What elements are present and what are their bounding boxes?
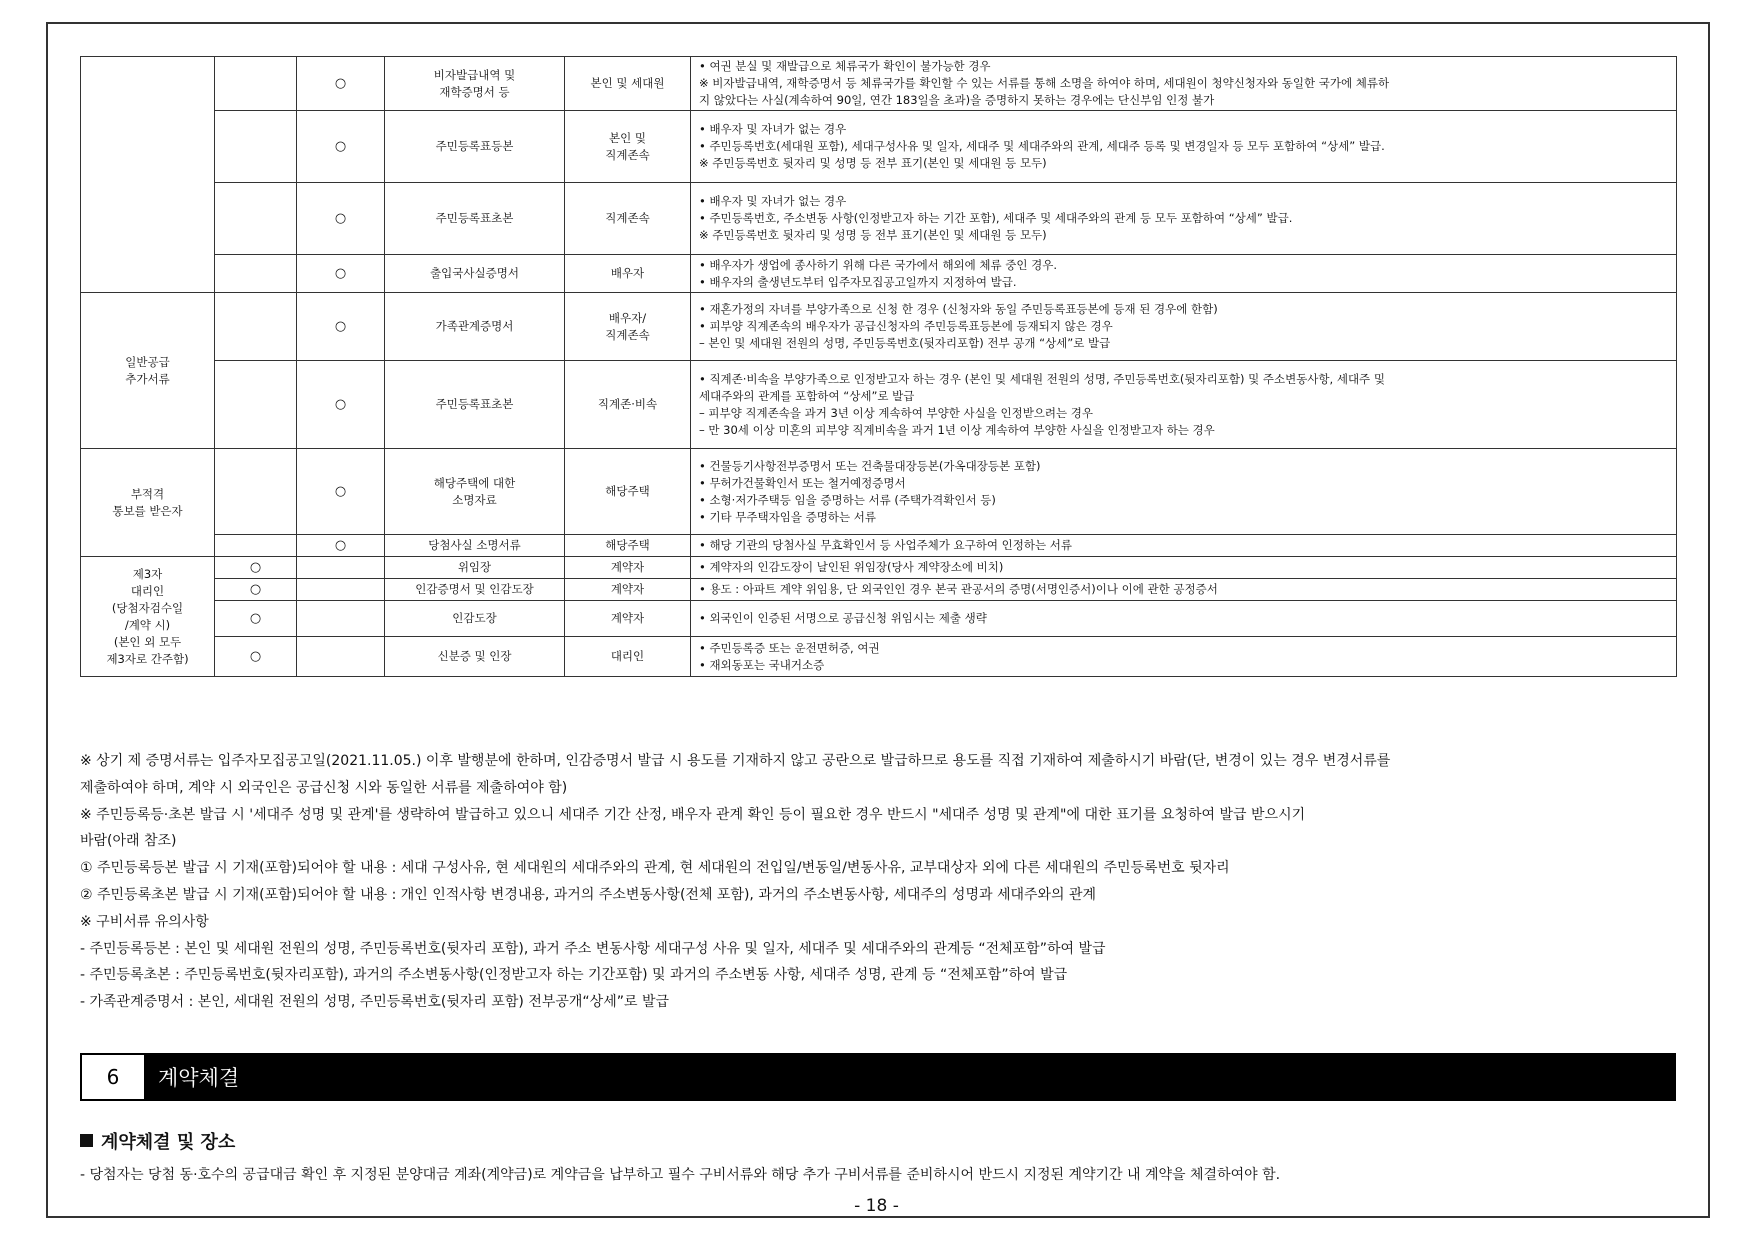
cell-line: ※ 주민등록번호 뒷자리 및 성명 등 전부 표기(본인 및 세대원 등 모두) bbox=[699, 228, 1047, 242]
required-mark-cell bbox=[215, 535, 297, 557]
note-line: - 주민등록등본 : 본인 및 세대원 전원의 성명, 주민등록번호(뒷자리 포함), 과거 주소 변동사항 세대구성 사유 및 일자, 세대주 및 세대주와의 관계등 “전체포함”하여 발급 bbox=[80, 940, 1106, 957]
optional-mark-cell: ○ bbox=[297, 57, 385, 111]
optional-mark-cell bbox=[297, 601, 385, 637]
required-mark-cell: ○ bbox=[215, 579, 297, 601]
optional-mark-cell: ○ bbox=[297, 255, 385, 293]
document-name-cell bbox=[385, 535, 565, 557]
target-cell bbox=[565, 255, 691, 293]
description-cell bbox=[691, 183, 1677, 255]
section-header bbox=[80, 1053, 1676, 1101]
required-mark-cell bbox=[215, 57, 297, 111]
cell-line: 주민등록표등본 bbox=[435, 139, 514, 153]
cell-line: – 피부양 직계존속을 과거 3년 이상 계속하여 부양한 사실을 인정받으려는 경우 bbox=[699, 405, 1093, 420]
description-cell bbox=[691, 579, 1677, 601]
group-cell bbox=[81, 449, 215, 557]
cell-line: • 여권 분실 및 재발급으로 체류국가 확인이 불가능한 경우 bbox=[699, 59, 991, 73]
cell-line: 직계존속 bbox=[605, 327, 650, 342]
cell-line: – 만 30세 이상 미혼의 피부양 직계비속을 과거 1년 이상 계속하여 부양한 사실을 인정받고자 하는 경우 bbox=[699, 422, 1215, 437]
cell-line: • 재혼가정의 자녀를 부양가족으로 신청 한 경우 (신청자와 동일 주민등록표등본에 등재 된 경우에 한함) bbox=[699, 302, 1218, 316]
cell-line: • 주민등록증 또는 운전면허증, 여권 bbox=[699, 640, 880, 655]
optional-mark-cell: ○ bbox=[297, 183, 385, 255]
cell-line: • 재외동포는 국내거소증 bbox=[699, 657, 825, 672]
cell-line: • 배우자 및 자녀가 없는 경우 bbox=[699, 122, 847, 136]
cell-line: 해당주택에 대한 bbox=[433, 475, 516, 490]
table-row bbox=[81, 601, 1677, 637]
cell-line: 위임장 bbox=[457, 560, 492, 574]
document-name-cell bbox=[385, 183, 565, 255]
optional-mark-cell bbox=[297, 579, 385, 601]
target-cell bbox=[565, 361, 691, 449]
cell-line: 직계존·비속 bbox=[597, 397, 658, 411]
cell-line: 직계존속 bbox=[605, 147, 650, 162]
note-line: 제출하여야 하며, 계약 시 외국인은 공급신청 시와 동일한 서류를 제출하여야 함) bbox=[80, 779, 568, 796]
cell-line: • 배우자의 출생년도부터 입주자모집공고일까지 지정하여 발급. bbox=[699, 274, 1017, 289]
table-row bbox=[81, 111, 1677, 183]
cell-line: • 해당 기관의 당첨사실 무효확인서 등 사업주체가 요구하여 인정하는 서류 bbox=[699, 538, 1072, 552]
cell-line: • 배우자가 생업에 종사하기 위해 다른 국가에서 해외에 체류 중인 경우. bbox=[699, 257, 1058, 272]
document-name-cell bbox=[385, 111, 565, 183]
cell-line: • 기타 무주택자임을 증명하는 서류 bbox=[699, 509, 876, 524]
section-number: 6 bbox=[82, 1055, 144, 1099]
note-line: ※ 구비서류 유의사항 bbox=[80, 913, 209, 930]
cell-line: 세대주와의 관계를 포함하여 “상세”로 발급 bbox=[699, 388, 915, 403]
table-row bbox=[81, 57, 1677, 111]
document-name-cell bbox=[385, 361, 565, 449]
cell-line: 비자발급내역 및 bbox=[433, 67, 516, 82]
required-mark-cell bbox=[215, 255, 297, 293]
cell-line: • 주민등록번호, 주소변동 사항(인정받고자 하는 기간 포함), 세대주 및 세대주와의 관계 등 모두 포함하여 “상세” 발급. bbox=[699, 211, 1293, 225]
group-cell bbox=[81, 57, 215, 293]
note-line: ※ 상기 제 증명서류는 입주자모집공고일(2021.11.05.) 이후 발행분에 한하며, 인감증명서 발급 시 용도를 기재하지 않고 공란으로 발급하므로 용도를 직접 기재하여 제출하시기 바람(단, 변경이 있는 경우 변경서류를 bbox=[80, 753, 1391, 769]
optional-mark-cell bbox=[297, 557, 385, 579]
target-cell bbox=[565, 111, 691, 183]
description-cell bbox=[691, 293, 1677, 361]
cell-line: • 무허가건물확인서 또는 철거예정증명서 bbox=[699, 475, 906, 490]
target-cell bbox=[565, 535, 691, 557]
optional-mark-cell bbox=[297, 637, 385, 677]
cell-line: 배우자/ bbox=[608, 310, 647, 325]
description-cell bbox=[691, 255, 1677, 293]
cell-line: • 배우자 및 자녀가 없는 경우 bbox=[699, 194, 847, 208]
cell-line: • 외국인이 인증된 서명으로 공급신청 위임시는 제출 생략 bbox=[699, 611, 987, 625]
cell-line: 해당주택 bbox=[605, 484, 650, 498]
cell-line: 해당주택 bbox=[605, 538, 650, 552]
target-cell bbox=[565, 557, 691, 579]
note-line: - 주민등록초본 : 주민등록번호(뒷자리포함), 과거의 주소변동사항(인정받고자 하는 기간포함) 및 과거의 주소변동 사항, 세대주 성명, 관계 등 “전체포함”하여 발급 bbox=[80, 967, 1068, 984]
group-cell bbox=[81, 557, 215, 677]
cell-line: 제3자로 간주함) bbox=[106, 651, 189, 666]
cell-line: 본인 및 bbox=[609, 130, 646, 145]
optional-mark-cell: ○ bbox=[297, 361, 385, 449]
cell-line: 대리인 bbox=[610, 649, 645, 663]
optional-mark-cell: ○ bbox=[297, 449, 385, 535]
cell-line: • 주민등록번호(세대원 포함), 세대구성사유 및 일자, 세대주 및 세대주와의 관계, 세대주 등록 및 변경일자 등 모두 포함하여 “상세” 발급. bbox=[699, 139, 1385, 153]
description-cell bbox=[691, 601, 1677, 637]
subsection-heading bbox=[80, 1128, 235, 1154]
optional-mark-cell: ○ bbox=[297, 535, 385, 557]
description-cell bbox=[691, 535, 1677, 557]
document-name-cell bbox=[385, 601, 565, 637]
required-mark-cell bbox=[215, 361, 297, 449]
cell-line: 대리인 bbox=[130, 583, 165, 598]
description-cell bbox=[691, 449, 1677, 535]
optional-mark-cell: ○ bbox=[297, 111, 385, 183]
required-mark-cell: ○ bbox=[215, 601, 297, 637]
note-line: ② 주민등록초본 발급 시 기재(포함)되어야 할 내용 : 개인 인적사항 변경내용, 과거의 주소변동사항(전체 포함), 과거의 주소변동사항, 세대주의 성명과 세대주와의 관계 bbox=[80, 886, 1097, 903]
cell-line: 부적격 bbox=[130, 486, 165, 501]
cell-line: 추가서류 bbox=[125, 371, 170, 386]
document-name-cell bbox=[385, 449, 565, 535]
note-line: ① 주민등록등본 발급 시 기재(포함)되어야 할 내용 : 세대 구성사유, 현 세대원의 세대주와의 관계, 현 세대원의 전입일/변동일/변동사유, 교부대상자 외에 다른 세대원의 주민등록번호 뒷자리 bbox=[80, 860, 1230, 877]
required-mark-cell bbox=[215, 183, 297, 255]
cell-line: 계약자 bbox=[610, 582, 645, 596]
cell-line: (본인 외 모두 bbox=[113, 634, 182, 649]
table-row bbox=[81, 255, 1677, 293]
target-cell bbox=[565, 183, 691, 255]
table-row bbox=[81, 535, 1677, 557]
document-name-cell bbox=[385, 293, 565, 361]
cell-line: 일반공급 bbox=[125, 354, 170, 369]
required-mark-cell bbox=[215, 449, 297, 535]
required-mark-cell: ○ bbox=[215, 637, 297, 677]
target-cell bbox=[565, 579, 691, 601]
cell-line: 계약자 bbox=[610, 611, 645, 625]
table-row bbox=[81, 579, 1677, 601]
document-name-cell bbox=[385, 255, 565, 293]
table-row bbox=[81, 183, 1677, 255]
document-name-cell bbox=[385, 637, 565, 677]
contract-text: - 당첨자는 당첨 동·호수의 공급대금 확인 후 지정된 분양대금 계좌(계약금)로 계약금을 납부하고 필수 구비서류와 해당 추가 구비서류를 준비하시어 반드시 지정된 계약기간 내 계약을 체결하여야 함. bbox=[80, 1167, 1281, 1183]
note-line: 바람(아래 참조) bbox=[80, 833, 177, 850]
notes-block bbox=[80, 748, 1680, 1016]
cell-line: 주민등록표초본 bbox=[435, 397, 514, 411]
target-cell bbox=[565, 449, 691, 535]
cell-line: 인감도장 bbox=[452, 611, 497, 625]
target-cell bbox=[565, 57, 691, 111]
required-mark-cell bbox=[215, 293, 297, 361]
group-cell bbox=[81, 293, 215, 449]
cell-line: 인감증명서 및 인감도장 bbox=[415, 582, 534, 596]
cell-line: 주민등록표초본 bbox=[435, 211, 514, 225]
cell-line: – 본인 및 세대원 전원의 성명, 주민등록번호(뒷자리포함) 전부 공개 “상세”로 발급 bbox=[699, 336, 1111, 350]
section-title: 계약체결 bbox=[158, 1066, 240, 1090]
table-row bbox=[81, 637, 1677, 677]
square-bullet-icon bbox=[80, 1134, 93, 1147]
cell-line: ※ 주민등록번호 뒷자리 및 성명 등 전부 표기(본인 및 세대원 등 모두) bbox=[699, 156, 1047, 170]
page-number: - 18 - bbox=[854, 1196, 899, 1216]
document-name-cell bbox=[385, 579, 565, 601]
target-cell bbox=[565, 637, 691, 677]
description-cell bbox=[691, 557, 1677, 579]
cell-line: 배우자 bbox=[610, 266, 645, 280]
cell-line: 재학증명서 등 bbox=[439, 84, 510, 99]
document-name-cell bbox=[385, 57, 565, 111]
table-row bbox=[81, 361, 1677, 449]
note-line: ※ 주민등록등·초본 발급 시 '세대주 성명 및 관계'를 생략하여 발급하고 있으니 세대주 기간 산정, 배우자 관계 확인 등이 필요한 경우 반드시 "세대주 성명 및 관계"에 대한 표기를 요청하여 발급 받으시기 bbox=[80, 806, 1306, 823]
cell-line: (당첨자검수일 bbox=[111, 600, 184, 615]
cell-line: 소명자료 bbox=[452, 492, 497, 507]
cell-line: 계약자 bbox=[610, 560, 645, 574]
document-name-cell bbox=[385, 557, 565, 579]
table-row bbox=[81, 449, 1677, 535]
cell-line: 신분증 및 인장 bbox=[437, 649, 512, 663]
cell-line: 가족관계증명서 bbox=[435, 319, 514, 333]
cell-line: • 피부양 직계존속의 배우자가 공급신청자의 주민등록표등본에 등재되지 않은 경우 bbox=[699, 319, 1113, 333]
required-mark-cell bbox=[215, 111, 297, 183]
cell-line: • 소형·저가주택등 임을 증명하는 서류 (주택가격확인서 등) bbox=[699, 492, 996, 507]
cell-line: 제3자 bbox=[132, 566, 163, 581]
cell-line: ※ 비자발급내역, 재학증명서 등 체류국가를 확인할 수 있는 서류를 통해 소명을 하여야 하며, 세대원이 청약신청자와 동일한 국가에 체류하 bbox=[699, 76, 1390, 90]
cell-line: 본인 및 세대원 bbox=[590, 76, 665, 90]
target-cell bbox=[565, 293, 691, 361]
cell-line: 출입국사실증명서 bbox=[430, 266, 519, 280]
cell-line: /계약 시) bbox=[124, 617, 171, 632]
table-row bbox=[81, 293, 1677, 361]
cell-line: • 직계존·비속을 부양가족으로 인정받고자 하는 경우 (본인 및 세대원 전원의 성명, 주민등록번호(뒷자리포함) 및 주소변동사항, 세대주 및 bbox=[699, 371, 1385, 386]
description-cell bbox=[691, 361, 1677, 449]
cell-line: 통보를 받은자 bbox=[112, 503, 183, 518]
description-cell bbox=[691, 57, 1677, 111]
cell-line: 당첨사실 소명서류 bbox=[428, 538, 521, 552]
cell-line: • 용도 : 아파트 계약 위임용, 단 외국인인 경우 본국 관공서의 증명(서명인증서)이나 이에 관한 공정증서 bbox=[699, 582, 1218, 596]
cell-line: 직계존속 bbox=[605, 211, 650, 225]
description-cell bbox=[691, 111, 1677, 183]
note-line: - 가족관계증명서 : 본인, 세대원 전원의 성명, 주민등록번호(뒷자리 포함) 전부공개“상세”로 발급 bbox=[80, 994, 669, 1011]
cell-line: 지 않았다는 사실(계속하여 90일, 연간 183일을 초과)을 증명하지 못하는 경우에는 단신부임 인정 불가 bbox=[699, 93, 1215, 107]
documents-table bbox=[80, 56, 1677, 677]
cell-line: • 건물등기사항전부증명서 또는 건축물대장등본(가옥대장등본 포함) bbox=[699, 458, 1041, 473]
table-row bbox=[81, 557, 1677, 579]
description-cell bbox=[691, 637, 1677, 677]
target-cell bbox=[565, 601, 691, 637]
subsection-title: 계약체결 및 장소 bbox=[101, 1132, 236, 1153]
required-mark-cell: ○ bbox=[215, 557, 297, 579]
optional-mark-cell: ○ bbox=[297, 293, 385, 361]
cell-line: • 계약자의 인감도장이 날인된 위임장(당사 계약장소에 비치) bbox=[699, 560, 1004, 574]
